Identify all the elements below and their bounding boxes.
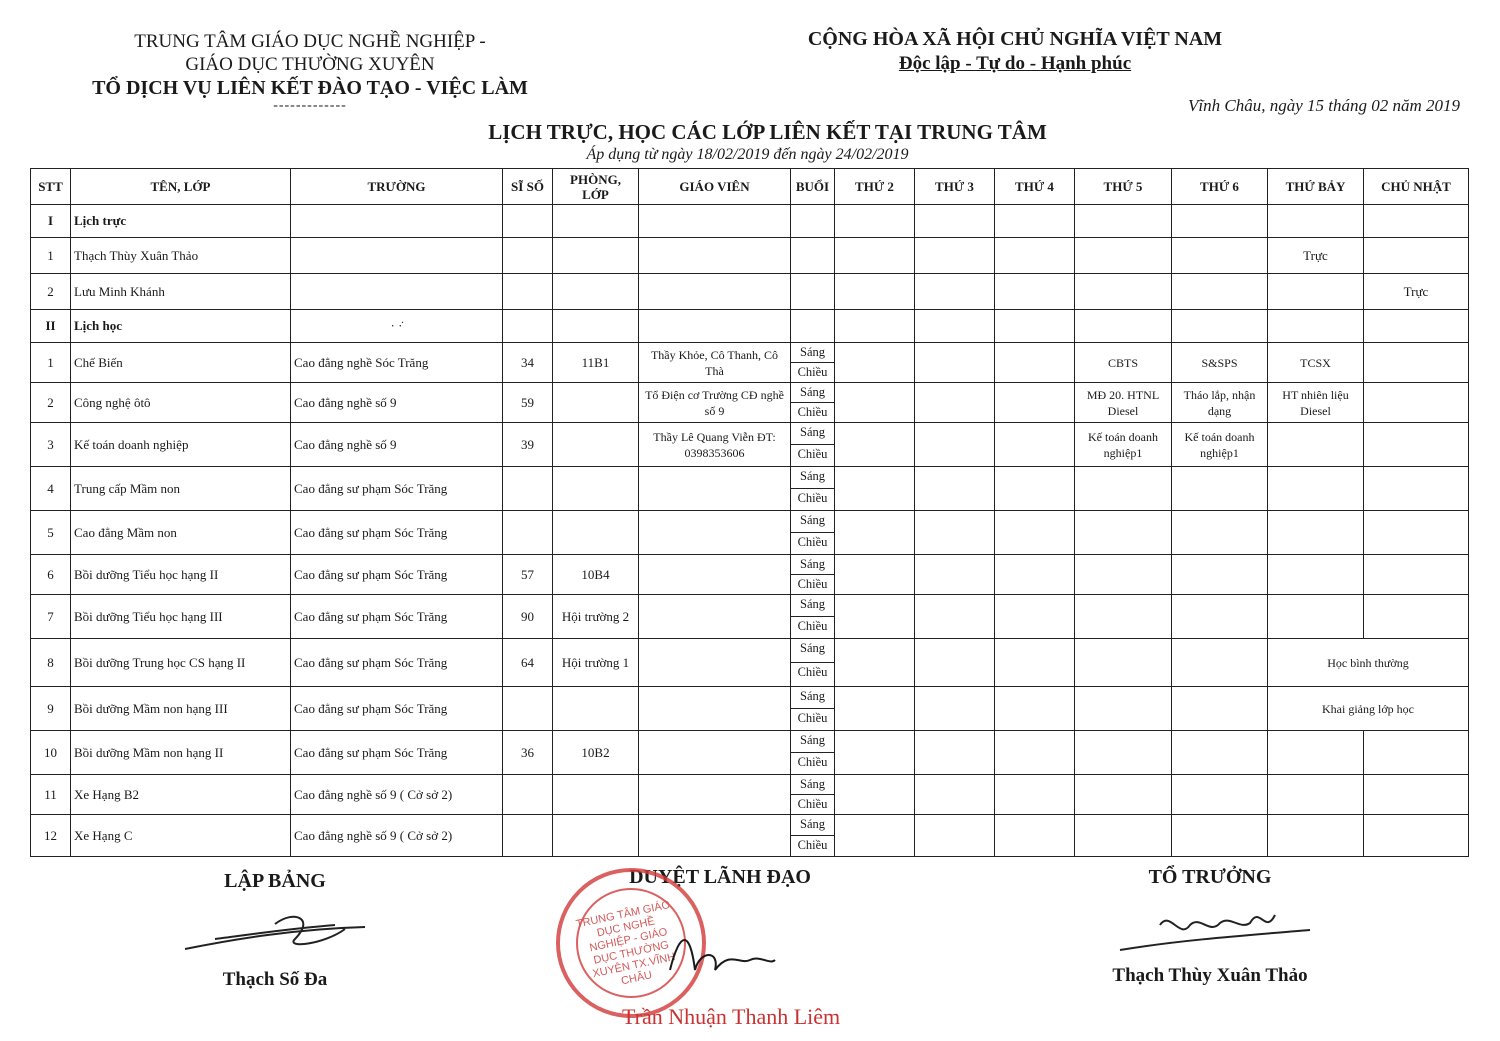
day-cell (835, 555, 915, 595)
class-name: Trung cấp Mầm non (71, 467, 291, 511)
col-header: THỨ 6 (1172, 169, 1268, 205)
table-row (31, 383, 1469, 423)
day-cell (915, 595, 995, 639)
col-header: THỨ 4 (995, 169, 1075, 205)
row-number: 5 (31, 511, 71, 555)
student-count: 36 (503, 731, 553, 775)
cell-thursday (1075, 467, 1172, 511)
day-cell (835, 731, 915, 775)
room (553, 687, 639, 731)
school-name: Cao đẳng nghề số 9 ( Cở sở 2) (291, 815, 503, 857)
session-cell (791, 687, 835, 731)
session-afternoon: Chiều (797, 837, 828, 852)
session-morning: Sáng (791, 511, 834, 533)
day-cell (915, 687, 995, 731)
day-cell (835, 423, 915, 467)
school-name: Cao đẳng sư phạm Sóc Trăng (291, 555, 503, 595)
session-cell (791, 555, 835, 595)
session-morning: Sáng (791, 467, 834, 489)
teacher (639, 639, 791, 687)
session-morning: Sáng (791, 343, 834, 363)
cell-friday (1172, 595, 1268, 639)
session-morning: Sáng (791, 687, 834, 709)
teacher (639, 731, 791, 775)
teacher: Thầy Khỏe, Cô Thanh, Cô Thà (639, 343, 791, 383)
student-count (503, 775, 553, 815)
col-header: SĨ SỐ (503, 169, 553, 205)
cell-friday (1172, 687, 1268, 731)
teacher (639, 815, 791, 857)
session-afternoon: Chiều (797, 710, 828, 725)
cell-thursday (1075, 687, 1172, 731)
day-cell (995, 815, 1075, 857)
document-title: LỊCH TRỰC, HỌC CÁC LỚP LIÊN KẾT TẠI TRUNG TÂM (488, 120, 1047, 144)
section-number: I (31, 205, 71, 238)
student-count (503, 511, 553, 555)
teacher (639, 775, 791, 815)
table-row (31, 238, 1469, 274)
teacher (639, 687, 791, 731)
row-number: 4 (31, 467, 71, 511)
session-afternoon: Chiều (797, 364, 828, 379)
cell-saturday (1268, 815, 1364, 857)
signature-name: Thạch Số Đa (222, 969, 328, 990)
school-name: Cao đẳng sư phạm Sóc Trăng (291, 731, 503, 775)
class-name: Bồi dưỡng Mầm non hạng II (71, 731, 291, 775)
cell-friday (1172, 639, 1268, 687)
room (553, 511, 639, 555)
room: Hội trường 2 (553, 595, 639, 639)
cell-sunday (1364, 383, 1469, 423)
cell-sunday (1364, 555, 1469, 595)
col-header: PHÒNG, LỚP (553, 169, 639, 205)
room (553, 423, 639, 467)
row-number: 10 (31, 731, 71, 775)
cell-saturday: HT nhiên liệu Diesel (1268, 383, 1364, 423)
section-label: Lịch trực (71, 205, 291, 238)
student-count: 64 (503, 639, 553, 687)
student-count: 59 (503, 383, 553, 423)
day-cell (835, 775, 915, 815)
room: 10B4 (553, 555, 639, 595)
student-count: 57 (503, 555, 553, 595)
row-number: 9 (31, 687, 71, 731)
cell-sunday (1364, 343, 1469, 383)
day-cell (995, 555, 1075, 595)
session-afternoon: Chiều (797, 576, 828, 591)
stamp-text: TRUNG TÂM GIÁO DỤC NGHỀ NGHIỆP - GIÁO DỤC THƯỜNG XUYÊN TX.VĨNH CHÂU (575, 898, 677, 988)
session-cell (791, 731, 835, 775)
day-cell (915, 423, 995, 467)
student-count: 34 (503, 343, 553, 383)
day-cell (835, 511, 915, 555)
day-cell (835, 687, 915, 731)
cell-saturday (1268, 423, 1364, 467)
table-row (31, 274, 1469, 310)
date-line: Vĩnh Châu, ngày 15 tháng 02 năm 2019 (1188, 96, 1460, 115)
col-header: TÊN, LỚP (71, 169, 291, 205)
session-afternoon: Chiều (797, 618, 828, 633)
session-morning: Sáng (791, 639, 834, 663)
class-name: Xe Hạng C (71, 815, 291, 857)
day-cell (995, 775, 1075, 815)
room (553, 815, 639, 857)
session-morning: Sáng (791, 555, 834, 575)
day-cell (915, 383, 995, 423)
cell-thursday (1075, 511, 1172, 555)
cell-thursday (1075, 639, 1172, 687)
day-cell (995, 639, 1075, 687)
class-name: Bồi dưỡng Tiểu học hạng III (71, 595, 291, 639)
org-divider: ------------- (273, 98, 347, 113)
section-row (31, 310, 1469, 343)
row-number: 1 (31, 238, 71, 274)
row-number: 12 (31, 815, 71, 857)
class-name: Kế toán doanh nghiệp (71, 423, 291, 467)
signature-block-preparer (150, 870, 400, 991)
session-cell (791, 511, 835, 555)
session-cell (791, 595, 835, 639)
col-header: THỨ 2 (835, 169, 915, 205)
student-count: 90 (503, 595, 553, 639)
session-morning: Sáng (791, 731, 834, 753)
row-number: 6 (31, 555, 71, 595)
day-cell (995, 687, 1075, 731)
cell-weekend-note: Khai giảng lớp học (1268, 687, 1469, 731)
signature-role: TỔ TRƯỞNG (1148, 866, 1272, 888)
session-cell (791, 775, 835, 815)
session-afternoon: Chiều (797, 404, 828, 419)
table-row (31, 595, 1469, 639)
session-morning: Sáng (791, 423, 834, 445)
room (553, 775, 639, 815)
session-afternoon: Chiều (797, 490, 828, 505)
cell-friday: Kế toán doanh nghiệp1 (1172, 423, 1268, 467)
cell-thursday: MĐ 20. HTNL Diesel (1075, 383, 1172, 423)
cell-saturday (1268, 595, 1364, 639)
room: Hội trường 1 (553, 639, 639, 687)
cell-saturday: Trực (1268, 238, 1364, 274)
class-name: Bồi dưỡng Trung học CS hạng II (71, 639, 291, 687)
cell-sunday (1364, 423, 1469, 467)
cell-sunday (1364, 775, 1469, 815)
col-header: THỨ BẢY (1268, 169, 1364, 205)
cell-saturday (1268, 467, 1364, 511)
session-afternoon: Chiều (797, 664, 828, 679)
day-cell (915, 775, 995, 815)
school-name: Cao đẳng nghề Sóc Trăng (291, 343, 503, 383)
day-cell (915, 511, 995, 555)
class-name: Công nghệ ôtô (71, 383, 291, 423)
col-header: STT (31, 169, 71, 205)
cell-sunday (1364, 595, 1469, 639)
row-number: 2 (31, 383, 71, 423)
row-number: 3 (31, 423, 71, 467)
cell-thursday: CBTS (1075, 343, 1172, 383)
col-header: THỨ 3 (915, 169, 995, 205)
cell-thursday (1075, 595, 1172, 639)
school-name: Cao đẳng sư phạm Sóc Trăng (291, 467, 503, 511)
session-morning: Sáng (791, 595, 834, 617)
room: 10B2 (553, 731, 639, 775)
col-header: TRƯỜNG (291, 169, 503, 205)
day-cell (915, 815, 995, 857)
day-cell (995, 511, 1075, 555)
session-cell (791, 423, 835, 467)
class-name: Xe Hạng B2 (71, 775, 291, 815)
teacher: Tổ Điện cơ Trường CĐ nghề số 9 (639, 383, 791, 423)
cell-sunday (1364, 467, 1469, 511)
school-name: Cao đẳng sư phạm Sóc Trăng (291, 639, 503, 687)
school-name: Cao đẳng nghề số 9 ( Cở sở 2) (291, 775, 503, 815)
day-cell (915, 639, 995, 687)
session-morning: Sáng (791, 775, 834, 795)
cell-thursday (1075, 815, 1172, 857)
day-cell (995, 383, 1075, 423)
student-count: 39 (503, 423, 553, 467)
day-cell (995, 595, 1075, 639)
day-cell (915, 731, 995, 775)
day-cell (835, 595, 915, 639)
room (553, 467, 639, 511)
cell-sunday (1364, 511, 1469, 555)
approver-signature-scribble (660, 920, 780, 990)
signature-scribble (175, 899, 375, 969)
duty-name: Lưu Minh Khánh (71, 274, 291, 310)
teacher (639, 595, 791, 639)
class-name: Cao đẳng Mầm non (71, 511, 291, 555)
session-afternoon: Chiều (797, 446, 828, 461)
cell-thursday (1075, 775, 1172, 815)
row-number: 7 (31, 595, 71, 639)
cell-saturday: TCSX (1268, 343, 1364, 383)
day-cell (995, 343, 1075, 383)
day-cell (835, 343, 915, 383)
day-cell (995, 423, 1075, 467)
session-morning: Sáng (791, 383, 834, 403)
student-count (503, 467, 553, 511)
day-cell (835, 639, 915, 687)
session-afternoon: Chiều (797, 754, 828, 769)
signature-block-head (1080, 866, 1340, 987)
cell-saturday (1268, 274, 1364, 310)
national-header (760, 26, 1270, 76)
section-number: II (31, 310, 71, 343)
day-cell (835, 815, 915, 857)
cell-saturday (1268, 555, 1364, 595)
org-line-2: GIÁO DỤC THƯỜNG XUYÊN (185, 54, 435, 75)
cell-friday: Tháo lắp, nhận dạng (1172, 383, 1268, 423)
duty-name: Thạch Thùy Xuân Thảo (71, 238, 291, 274)
org-line-1: TRUNG TÂM GIÁO DỤC NGHỀ NGHIỆP - (134, 31, 486, 52)
col-header: CHỦ NHẬT (1364, 169, 1469, 205)
signature-name: Thạch Thùy Xuân Thảo (1112, 965, 1308, 986)
row-number: 8 (31, 639, 71, 687)
stray-marks: · ·̇ (291, 310, 503, 343)
col-header: BUỔI (791, 169, 835, 205)
cell-weekend-note: Học bình thường (1268, 639, 1469, 687)
day-cell (915, 343, 995, 383)
signature-scribble (1100, 895, 1320, 965)
session-cell (791, 383, 835, 423)
table-row (31, 423, 1469, 467)
table-header-row (31, 169, 1469, 205)
session-cell (791, 639, 835, 687)
day-cell (835, 467, 915, 511)
cell-thursday (1075, 731, 1172, 775)
session-cell (791, 467, 835, 511)
day-cell (995, 731, 1075, 775)
school-name: Cao đẳng nghề số 9 (291, 383, 503, 423)
signature-role: DUYỆT LÃNH ĐẠO (629, 866, 811, 888)
table-row (31, 639, 1469, 687)
cell-friday (1172, 731, 1268, 775)
session-afternoon: Chiều (797, 534, 828, 549)
cell-friday (1172, 467, 1268, 511)
signature-role: LẬP BẢNG (224, 870, 326, 892)
cell-saturday (1268, 775, 1364, 815)
cell-saturday (1268, 731, 1364, 775)
table-row (31, 343, 1469, 383)
session-cell (791, 815, 835, 857)
table-row (31, 687, 1469, 731)
approver-name: Trần Nhuận Thanh Liêm (622, 1004, 841, 1029)
cell-friday (1172, 775, 1268, 815)
document-subtitle: Áp dụng từ ngày 18/02/2019 đến ngày 24/02/2019 (586, 146, 909, 163)
table-row (31, 775, 1469, 815)
school-name: Cao đẳng sư phạm Sóc Trăng (291, 687, 503, 731)
cell-sunday (1364, 815, 1469, 857)
room (553, 383, 639, 423)
teacher (639, 467, 791, 511)
cell-sunday: Trực (1364, 274, 1469, 310)
cell-friday (1172, 815, 1268, 857)
cell-saturday (1268, 511, 1364, 555)
section-label: Lịch học (71, 310, 291, 343)
session-morning: Sáng (791, 815, 834, 836)
day-cell (835, 383, 915, 423)
row-number: 2 (31, 274, 71, 310)
student-count (503, 687, 553, 731)
session-cell (791, 343, 835, 383)
section-row (31, 205, 1469, 238)
table-row (31, 467, 1469, 511)
table-row (31, 511, 1469, 555)
day-cell (915, 467, 995, 511)
schedule-table (30, 168, 1469, 857)
cell-friday (1172, 511, 1268, 555)
school-name: Cao đẳng sư phạm Sóc Trăng (291, 595, 503, 639)
table-row (31, 555, 1469, 595)
org-header (40, 30, 580, 112)
national-title: CỘNG HÒA XÃ HỘI CHỦ NGHĨA VIỆT NAM (807, 28, 1223, 50)
class-name: Chế Biến (71, 343, 291, 383)
national-motto: Độc lập - Tự do - Hạnh phúc (898, 53, 1132, 74)
cell-friday: S&SPS (1172, 343, 1268, 383)
day-cell (915, 555, 995, 595)
teacher: Thầy Lê Quang Viễn ĐT: 0398353606 (639, 423, 791, 467)
row-number: 11 (31, 775, 71, 815)
room: 11B1 (553, 343, 639, 383)
org-line-3: TỔ DỊCH VỤ LIÊN KẾT ĐÀO TẠO - VIỆC LÀM (92, 77, 528, 99)
cell-sunday (1364, 238, 1469, 274)
teacher (639, 555, 791, 595)
cell-friday (1172, 555, 1268, 595)
session-afternoon: Chiều (797, 796, 828, 811)
school-name: Cao đẳng sư phạm Sóc Trăng (291, 511, 503, 555)
cell-thursday (1075, 555, 1172, 595)
cell-sunday (1364, 731, 1469, 775)
table-row (31, 815, 1469, 857)
teacher (639, 511, 791, 555)
student-count (503, 815, 553, 857)
table-row (31, 731, 1469, 775)
day-cell (995, 467, 1075, 511)
cell-thursday: Kế toán doanh nghiệp1 (1075, 423, 1172, 467)
class-name: Bồi dưỡng Mầm non hạng III (71, 687, 291, 731)
col-header: GIÁO VIÊN (639, 169, 791, 205)
row-number: 1 (31, 343, 71, 383)
col-header: THỨ 5 (1075, 169, 1172, 205)
school-name: Cao đẳng nghề số 9 (291, 423, 503, 467)
class-name: Bồi dưỡng Tiểu học hạng II (71, 555, 291, 595)
